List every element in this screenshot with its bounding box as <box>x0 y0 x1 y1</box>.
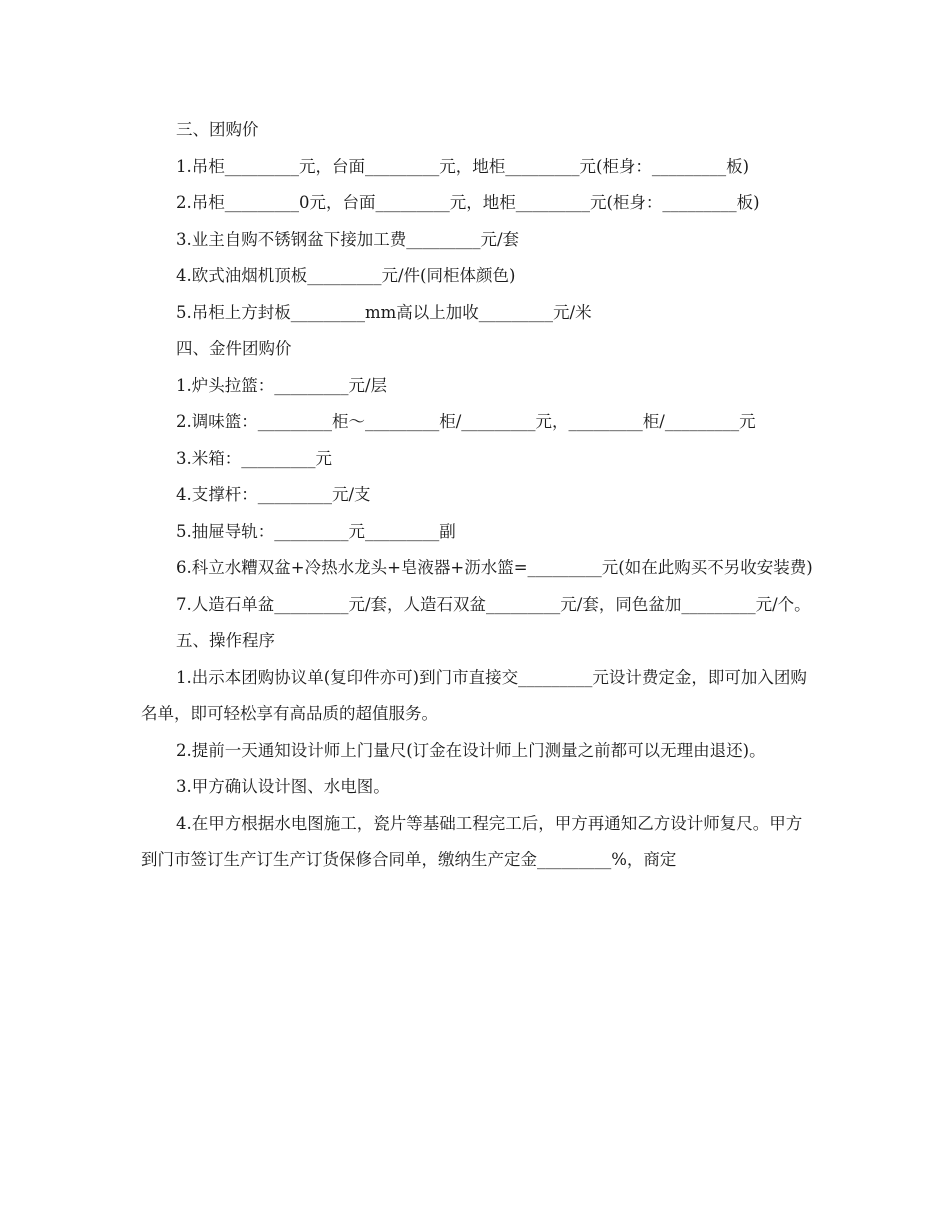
paragraph: 4.支撑杆：_________元/支 <box>176 485 371 504</box>
paragraph: 2.提前一天通知设计师上门量尺(订金在设计师上门测量之前都可以无理由退还)。 <box>176 740 766 760</box>
paragraph: 1.出示本团购协议单(复印件亦可)到门市直接交_________元设计费定金，即可加入团购名单，即可轻松享有高品质的超值服务。 <box>141 667 807 723</box>
paragraph: 7.人造石单盆_________元/套，人造石双盆_________元/套，同色盆加_________元/个。 <box>176 594 811 614</box>
document-body <box>141 112 813 879</box>
paragraph: 3.米箱：_________元 <box>176 448 332 468</box>
paragraph: 1.吊柜_________元，台面_________元，地柜_________元(柜身：_________板) <box>176 156 750 176</box>
paragraph: 3.业主自购不锈钢盆下接加工费_________元/套 <box>176 229 520 249</box>
paragraph: 5.抽屉导轨：_________元_________副 <box>176 521 456 541</box>
section-heading-hardware-price: 四、金件团购价 <box>176 339 292 358</box>
paragraph: 2.调味篮：_________柜～_________柜/_________元，_________柜/_________元 <box>176 412 756 431</box>
paragraph: 4.欧式油烟机顶板_________元/件(同柜体颜色) <box>176 266 516 285</box>
paragraph: 1.炉头拉篮：_________元/层 <box>176 375 388 395</box>
section-heading-group-price: 三、团购价 <box>176 120 259 139</box>
paragraph: 6.科立水糟双盆+冷热水龙头+皂液器+沥水篮=_________元(如在此购买不另收安装费) <box>176 558 813 577</box>
paragraph: 2.吊柜_________0元，台面_________元，地柜_________元(柜身：_________板) <box>176 193 760 212</box>
paragraph: 4.在甲方根据水电图施工，瓷片等基础工程完工后，甲方再通知乙方设计师复尺。甲方到门市签订生产订生产订货保修合同单，缴纳生产定金_________%，商定 <box>141 813 803 869</box>
paragraph: 5.吊柜上方封板_________mm高以上加收_________元/米 <box>176 302 592 322</box>
section-heading-procedure: 五、操作程序 <box>176 631 275 650</box>
paragraph: 3.甲方确认设计图、水电图。 <box>176 777 390 796</box>
